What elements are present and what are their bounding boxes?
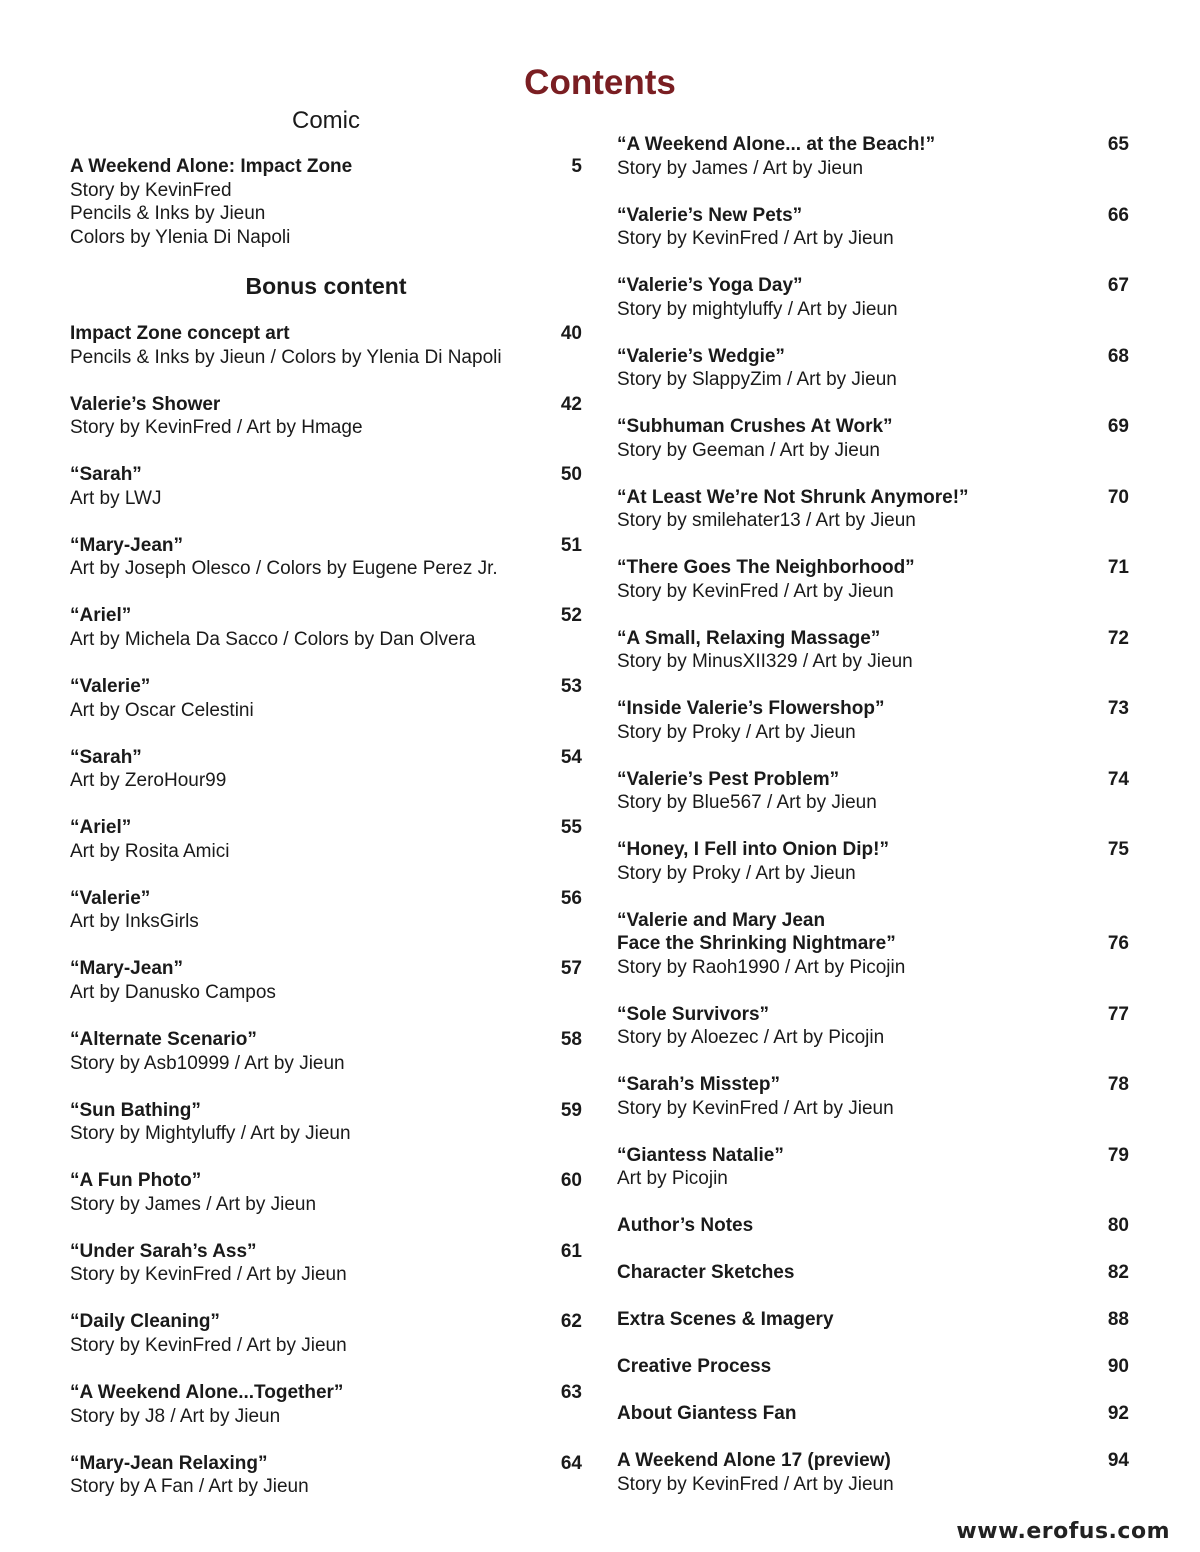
entry-page-number: 40 bbox=[560, 323, 582, 344]
entry-credit: Story by SlappyZim / Art by Jieun bbox=[617, 369, 897, 390]
entry-page-number: 75 bbox=[1107, 839, 1129, 860]
entry-title: Impact Zone concept art bbox=[70, 323, 290, 344]
entry-title: Character Sketches bbox=[617, 1262, 795, 1283]
watermark: www.erofus.com bbox=[952, 1517, 1174, 1546]
toc-entry bbox=[70, 1310, 582, 1357]
entry-title: “Mary-Jean” bbox=[70, 534, 183, 556]
entry-credit: Pencils & Inks by Jieun / Colors by Ylenia Di Napoli bbox=[70, 346, 502, 368]
entry-credit: Story by Geeman / Art by Jieun bbox=[617, 439, 880, 461]
entry-credit: Story by Raoh1990 / Art by Picojin bbox=[617, 956, 906, 978]
entry-title: “Sarah” bbox=[70, 464, 142, 486]
toc-entry bbox=[70, 463, 582, 510]
entry-page-number: 78 bbox=[1107, 1074, 1129, 1095]
entry-credit: Story by KevinFred / Art by Jieun bbox=[617, 580, 894, 602]
entry-page-number: 5 bbox=[571, 156, 582, 177]
toc-entry bbox=[617, 1355, 1129, 1379]
entry-title: Extra Scenes & Imagery bbox=[617, 1309, 834, 1330]
entry-credit: Pencils & Inks by Jieun bbox=[70, 203, 266, 224]
entry-title: “There Goes The Neighborhood” bbox=[617, 557, 915, 578]
entry-page-number: 92 bbox=[1107, 1403, 1129, 1424]
entry-page-number: 65 bbox=[1107, 134, 1129, 155]
entry-title: “Sole Survivors” bbox=[617, 1003, 770, 1025]
entry-page-number: 61 bbox=[560, 1240, 582, 1262]
entry-page-number: 60 bbox=[560, 1170, 582, 1192]
entry-page-number: 68 bbox=[1107, 345, 1129, 367]
entry-page-number: 59 bbox=[560, 1099, 582, 1121]
entry-credit: Story by KevinFred / Art by Jieun bbox=[617, 1097, 894, 1119]
entry-page-number: 55 bbox=[560, 817, 582, 839]
entry-page-number: 77 bbox=[1107, 1003, 1129, 1025]
entry-credit: Art by Picojin bbox=[617, 1168, 728, 1189]
entry-page-number: 67 bbox=[1107, 275, 1129, 296]
entry-page-number: 57 bbox=[560, 958, 582, 980]
toc-entry bbox=[70, 1452, 582, 1499]
entry-title: Creative Process bbox=[617, 1356, 772, 1377]
entry-credit: Art by Michela Da Sacco / Colors by Dan Olvera bbox=[70, 628, 476, 650]
entry-title: “Valerie’s Wedgie” bbox=[617, 345, 785, 367]
entry-page-number: 79 bbox=[1107, 1144, 1129, 1166]
entry-credit: Art by Joseph Olesco / Colors by Eugene Perez Jr. bbox=[70, 558, 498, 580]
entry-title: “Mary-Jean” bbox=[70, 958, 183, 980]
entry-credit: Story by KevinFred / Art by Hmage bbox=[70, 417, 363, 439]
entry-title: “Daily Cleaning” bbox=[70, 1311, 220, 1333]
entry-page-number: 50 bbox=[560, 464, 582, 486]
entry-title: “A Fun Photo” bbox=[70, 1170, 202, 1192]
entry-page-number: 94 bbox=[1107, 1450, 1129, 1471]
entry-page-number: 70 bbox=[1107, 486, 1129, 508]
entry-page-number: 82 bbox=[1107, 1262, 1129, 1283]
entry-title: “Giantess Natalie” bbox=[617, 1144, 784, 1166]
entry-page-number: 80 bbox=[1107, 1215, 1129, 1236]
entry-page-number: 51 bbox=[560, 534, 582, 556]
entry-title: “Inside Valerie’s Flowershop” bbox=[617, 698, 885, 719]
page-title: Contents bbox=[524, 63, 676, 102]
entry-credit: Story by smilehater13 / Art by Jieun bbox=[617, 510, 916, 531]
entry-title: “Valerie and Mary Jean bbox=[617, 909, 826, 931]
entry-title: “Subhuman Crushes At Work” bbox=[617, 416, 893, 437]
toc-entry bbox=[617, 133, 1129, 180]
toc-entry bbox=[617, 1214, 1129, 1238]
entry-credit: Story by Asb10999 / Art by Jieun bbox=[70, 1052, 345, 1074]
toc-entry bbox=[617, 415, 1129, 462]
toc-entry bbox=[70, 957, 582, 1004]
toc-entry bbox=[617, 486, 1129, 533]
entry-title: “Alternate Scenario” bbox=[70, 1029, 257, 1050]
entry-title: “Valerie’s New Pets” bbox=[617, 204, 803, 226]
entry-page-number: 42 bbox=[560, 393, 582, 415]
entry-title: “Sun Bathing” bbox=[70, 1099, 201, 1121]
entry-page-number: 53 bbox=[560, 676, 582, 697]
toc-entry bbox=[617, 1003, 1129, 1050]
entry-page-number: 56 bbox=[560, 887, 582, 909]
entry-title: About Giantess Fan bbox=[617, 1403, 797, 1424]
entry-page-number: 76 bbox=[1107, 933, 1129, 954]
toc-entry bbox=[617, 1073, 1129, 1120]
entry-page-number: 72 bbox=[1107, 627, 1129, 649]
entry-title: “A Weekend Alone...Together” bbox=[70, 1382, 344, 1403]
entry-credit: Art by ZeroHour99 bbox=[70, 770, 227, 792]
entry-title: “Under Sarah’s Ass” bbox=[70, 1240, 257, 1262]
toc-entry bbox=[617, 697, 1129, 744]
entry-title: Author’s Notes bbox=[617, 1215, 754, 1236]
entry-credit: Story by A Fan / Art by Jieun bbox=[70, 1476, 309, 1498]
entry-title: “Valerie” bbox=[70, 676, 151, 697]
toc-entry bbox=[617, 838, 1129, 885]
toc-entry bbox=[70, 1381, 582, 1428]
toc-entry bbox=[70, 534, 582, 581]
bonus-content-heading: Bonus content bbox=[245, 273, 407, 299]
entry-credit: Story by Proky / Art by Jieun bbox=[617, 862, 856, 884]
entry-page-number: 71 bbox=[1107, 557, 1129, 578]
toc-entry bbox=[617, 274, 1129, 321]
toc-entry bbox=[70, 816, 582, 863]
entry-credit: Colors by Ylenia Di Napoli bbox=[70, 226, 291, 248]
entry-credit: Story by Mightyluffy / Art by Jieun bbox=[70, 1123, 351, 1145]
toc-entry bbox=[617, 768, 1129, 815]
toc-entry bbox=[617, 1449, 1129, 1496]
entry-title: “At Least We’re Not Shrunk Anymore!” bbox=[617, 486, 969, 508]
entry-title: “Mary-Jean Relaxing” bbox=[70, 1452, 268, 1474]
toc-entry bbox=[617, 1261, 1129, 1285]
entry-page-number: 52 bbox=[560, 605, 582, 627]
entry-title: “Ariel” bbox=[70, 605, 132, 627]
toc-entry bbox=[70, 675, 582, 722]
entry-page-number: 63 bbox=[560, 1382, 582, 1403]
comic-heading: Comic bbox=[291, 107, 360, 134]
toc-entry bbox=[70, 746, 582, 793]
entry-page-number: 54 bbox=[560, 746, 582, 768]
entry-credit: Story by Proky / Art by Jieun bbox=[617, 721, 856, 743]
entry-title: “Sarah’s Misstep” bbox=[617, 1074, 780, 1095]
entry-title: “Ariel” bbox=[70, 817, 132, 839]
entry-page-number: 88 bbox=[1107, 1309, 1129, 1330]
entry-title: “Honey, I Fell into Onion Dip!” bbox=[617, 839, 889, 860]
entry-credit: Story by KevinFred / Art by Jieun bbox=[617, 228, 894, 249]
toc-entry bbox=[617, 627, 1129, 674]
toc-entry bbox=[70, 1240, 582, 1287]
entry-title: “Valerie’s Pest Problem” bbox=[617, 768, 840, 790]
entry-credit: Art by Rosita Amici bbox=[70, 840, 230, 862]
entry-title: Valerie’s Shower bbox=[70, 393, 221, 415]
entry-credit: Story by MinusXII329 / Art by Jieun bbox=[617, 651, 913, 672]
entry-title: A Weekend Alone: Impact Zone bbox=[70, 156, 353, 177]
toc-entry bbox=[617, 909, 1129, 980]
entry-page-number: 90 bbox=[1107, 1356, 1129, 1377]
entry-page-number: 74 bbox=[1107, 768, 1129, 790]
entry-credit: Story by KevinFred bbox=[70, 179, 232, 201]
entry-credit: Story by KevinFred / Art by Jieun bbox=[617, 1473, 894, 1495]
entry-title: “Sarah” bbox=[70, 746, 142, 768]
entry-title: “A Small, Relaxing Massage” bbox=[617, 627, 881, 649]
entry-credit: Art by Oscar Celestini bbox=[70, 699, 254, 721]
entry-page-number: 73 bbox=[1107, 698, 1129, 719]
toc-entry bbox=[70, 393, 582, 440]
entry-credit: Art by Danusko Campos bbox=[70, 981, 276, 1003]
toc-entry bbox=[70, 322, 582, 369]
entry-title: A Weekend Alone 17 (preview) bbox=[617, 1450, 891, 1471]
toc-entry bbox=[617, 1144, 1129, 1191]
entry-page-number: 58 bbox=[560, 1029, 582, 1050]
toc-entry bbox=[70, 1099, 582, 1146]
entry-credit: Story by Blue567 / Art by Jieun bbox=[617, 792, 877, 813]
entry-credit: Art by InksGirls bbox=[70, 911, 199, 933]
entry-title-line-2: Face the Shrinking Nightmare” bbox=[617, 933, 896, 954]
entry-credit: Story by mightyluffy / Art by Jieun bbox=[617, 298, 898, 320]
toc-entry bbox=[617, 204, 1129, 251]
entry-credit: Story by J8 / Art by Jieun bbox=[70, 1405, 281, 1427]
entry-page-number: 69 bbox=[1107, 416, 1129, 437]
entry-title: “Valerie” bbox=[70, 887, 151, 909]
toc-entry-main-comic bbox=[70, 155, 582, 249]
toc-entry bbox=[617, 556, 1129, 603]
entry-title: “A Weekend Alone... at the Beach!” bbox=[617, 134, 936, 155]
toc-entry bbox=[70, 1169, 582, 1216]
entry-credit: Story by James / Art by Jieun bbox=[617, 157, 864, 179]
entry-credit: Story by KevinFred / Art by Jieun bbox=[70, 1334, 347, 1356]
toc-entry bbox=[70, 604, 582, 651]
entry-page-number: 66 bbox=[1107, 204, 1129, 226]
entry-title: “Valerie’s Yoga Day” bbox=[617, 275, 803, 296]
toc-entry bbox=[70, 1028, 582, 1075]
toc-entry bbox=[617, 345, 1129, 392]
entry-page-number: 64 bbox=[560, 1452, 582, 1474]
toc-entry bbox=[617, 1402, 1129, 1426]
toc-entry bbox=[70, 887, 582, 934]
entry-page-number: 62 bbox=[560, 1311, 582, 1333]
entry-credit: Art by LWJ bbox=[70, 487, 162, 509]
entry-credit: Story by Aloezec / Art by Picojin bbox=[617, 1027, 885, 1048]
entry-credit: Story by James / Art by Jieun bbox=[70, 1193, 317, 1215]
entry-credit: Story by KevinFred / Art by Jieun bbox=[70, 1264, 347, 1286]
toc-entry bbox=[617, 1308, 1129, 1332]
